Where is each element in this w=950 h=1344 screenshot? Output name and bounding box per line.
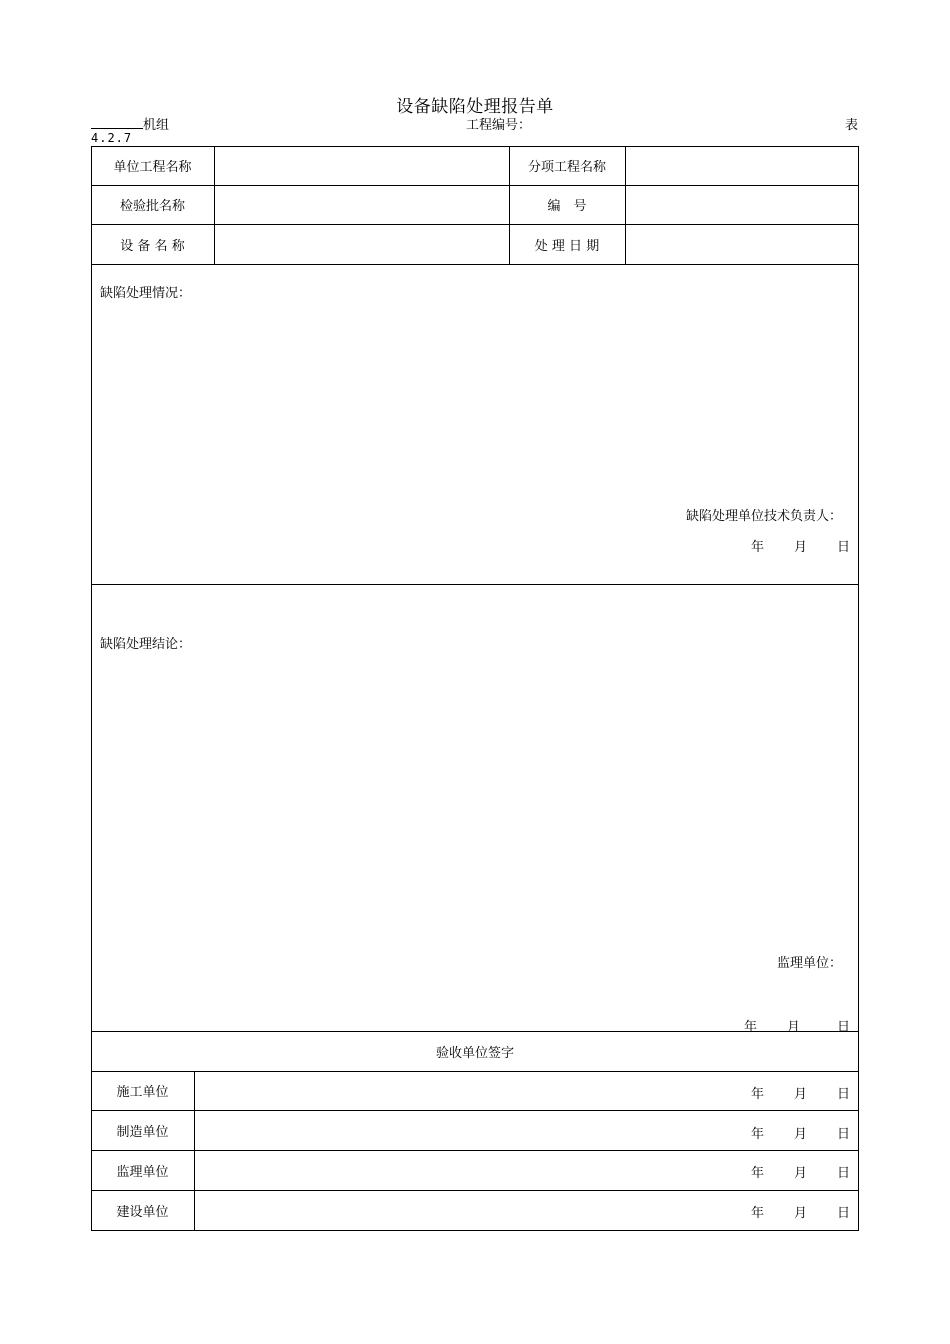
date-year: 年 — [751, 1127, 765, 1142]
process-date-input[interactable] — [626, 224, 859, 264]
rule — [91, 584, 859, 585]
date-month: 月 — [794, 1087, 808, 1102]
date-day: 日 — [837, 1166, 851, 1181]
defect-conclusion-label: 缺陷处理结论： — [100, 637, 192, 652]
defect-situation-label: 缺陷处理情况： — [100, 286, 192, 301]
equipment-name-label: 设 备 名 称 — [120, 238, 185, 254]
equipment-name-input[interactable] — [215, 224, 509, 264]
serial-no-label: 编 号 — [547, 199, 587, 214]
supervision-unit-row-label: 监理单位 — [116, 1164, 169, 1180]
batch-name-input[interactable] — [215, 185, 509, 224]
defect-tech-lead-label: 缺陷处理单位技术负责人： — [685, 509, 842, 524]
sub-project-name-input[interactable] — [626, 146, 859, 185]
owner-unit-label: 建设单位 — [116, 1205, 169, 1220]
sub-project-name-label: 分项工程名称 — [527, 160, 606, 175]
date-day: 日 — [837, 1020, 851, 1035]
project-no-label: 工程编号： — [466, 118, 532, 133]
manufacturer-unit-label: 制造单位 — [116, 1124, 169, 1140]
date-year: 年 — [751, 540, 765, 555]
date-month: 月 — [794, 540, 808, 555]
table-code: 4.2.7 — [91, 131, 133, 145]
date-month: 月 — [794, 1127, 808, 1142]
owner-unit-signature[interactable] — [195, 1190, 735, 1231]
batch-name-label: 检验批名称 — [119, 199, 185, 214]
acceptance-header: 验收单位签字 — [435, 1045, 514, 1061]
date-day: 日 — [837, 1127, 851, 1142]
date-year: 年 — [744, 1020, 758, 1035]
page-title: 设备缺陷处理报告单 — [396, 97, 554, 117]
manufacturer-unit-signature[interactable] — [195, 1110, 735, 1150]
date-year: 年 — [751, 1166, 765, 1181]
serial-no-input[interactable] — [626, 185, 859, 224]
construction-unit-label: 施工单位 — [116, 1085, 169, 1100]
unit-suffix: 机组 — [143, 118, 170, 133]
date-year: 年 — [751, 1206, 765, 1221]
date-month: 月 — [787, 1020, 801, 1035]
date-day: 日 — [837, 1206, 851, 1221]
table-label: 表 — [844, 118, 858, 133]
date-day: 日 — [837, 1087, 851, 1102]
process-date-label: 处 理 日 期 — [534, 238, 600, 254]
supervision-unit-signature[interactable] — [195, 1150, 735, 1190]
rule — [91, 264, 859, 265]
unit-blank[interactable] — [91, 116, 143, 129]
date-year: 年 — [751, 1087, 765, 1102]
unit-project-name-label: 单位工程名称 — [113, 160, 192, 175]
date-month: 月 — [794, 1166, 808, 1181]
unit-project-name-input[interactable] — [215, 146, 509, 185]
date-day: 日 — [837, 540, 851, 555]
date-month: 月 — [794, 1206, 808, 1221]
construction-unit-signature[interactable] — [195, 1071, 735, 1110]
supervision-unit-label: 监理单位： — [776, 956, 842, 971]
